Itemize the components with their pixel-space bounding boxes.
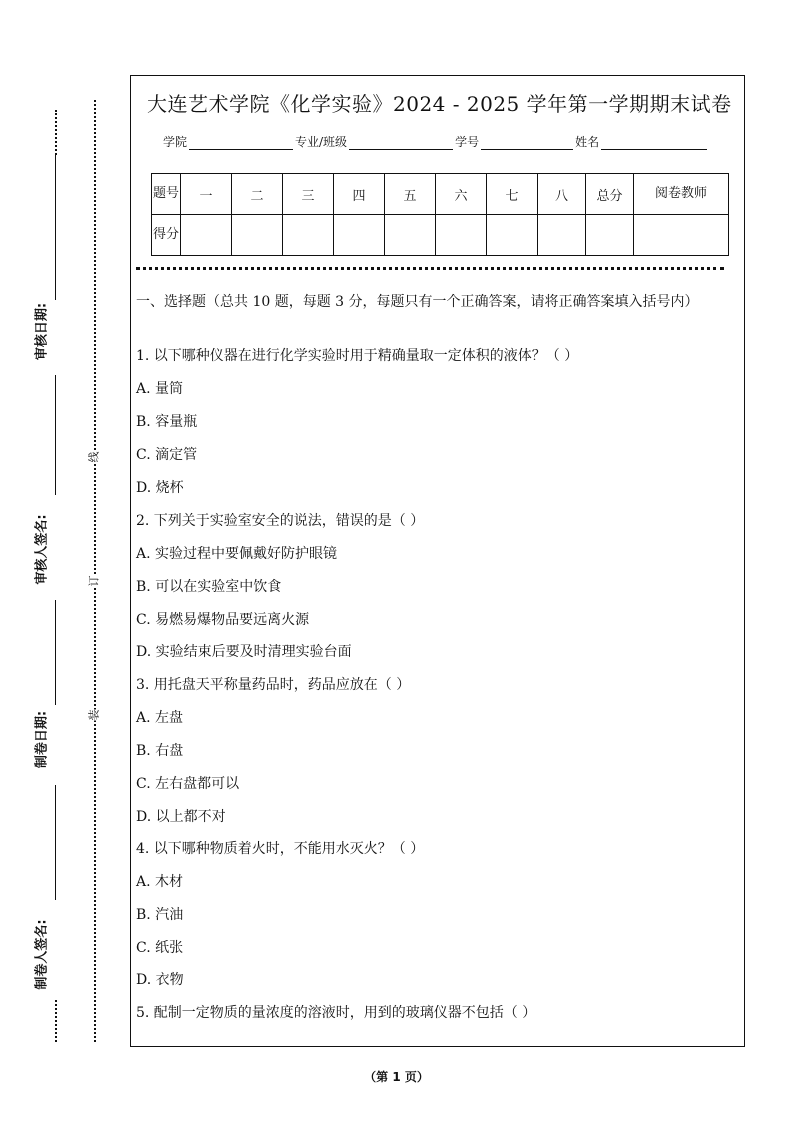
question-2-option-c: C. 易燃易爆物品要远离火源 <box>136 612 310 628</box>
col-7: 七 <box>487 174 538 215</box>
compiler-signature-label: 制卷人签名: <box>34 919 50 990</box>
question-3-stem: 3. 用托盘天平称量药品时，药品应放在（ ） <box>136 677 411 693</box>
question-1-stem: 1. 以下哪种仪器在进行化学实验时用于精确量取一定体积的液体？（ ） <box>136 348 579 364</box>
question-2-option-a: A. 实验过程中要佩戴好防护眼镜 <box>136 546 338 562</box>
score-table <box>151 173 729 256</box>
col-2: 二 <box>232 174 283 215</box>
margin-dotted-line-2 <box>55 1000 57 1042</box>
question-3-option-a: A. 左盘 <box>136 710 184 726</box>
question-2-option-d: D. 实验结束后要及时清理实验台面 <box>136 644 352 660</box>
question-4-option-a: A. 木材 <box>136 874 184 890</box>
score-table-header-row <box>152 174 729 215</box>
exam-title: 大连艺术学院《化学实验》2024 - 2025 学年第一学期期末试卷 <box>147 92 732 116</box>
score-cell-8[interactable] <box>538 215 586 256</box>
binding-char-bind: 装 <box>87 709 101 721</box>
margin-dotted-line-1 <box>55 110 57 155</box>
question-1-option-d: D. 烧杯 <box>136 480 184 496</box>
question-2-stem: 2. 下列关于实验室安全的说法，错误的是（ ） <box>136 513 425 529</box>
question-2-option-b: B. 可以在实验室中饮食 <box>136 579 282 595</box>
col-8: 八 <box>538 174 586 215</box>
col-6: 六 <box>436 174 487 215</box>
major-field[interactable] <box>349 137 453 150</box>
margin-line-2 <box>55 375 56 495</box>
score-cell-7[interactable] <box>487 215 538 256</box>
binding-dotted-line <box>94 100 96 1042</box>
score-table-score-row <box>152 215 729 256</box>
score-cell-total[interactable] <box>586 215 634 256</box>
student-info-row <box>163 133 709 150</box>
page-number: （第 1 页） <box>364 1070 429 1084</box>
margin-line-3 <box>55 600 56 705</box>
name-label: 姓名 <box>575 135 600 149</box>
score-cell-1[interactable] <box>181 215 232 256</box>
student-id-field[interactable] <box>481 137 573 150</box>
col-4: 四 <box>334 174 385 215</box>
student-id-label: 学号 <box>455 135 480 149</box>
question-3-option-d: D. 以上都不对 <box>136 809 226 825</box>
col-1: 一 <box>181 174 232 215</box>
binding-char-staple: 订 <box>87 575 101 587</box>
margin-line-4 <box>55 785 56 900</box>
question-4-option-b: B. 汽油 <box>136 907 184 923</box>
question-4-stem: 4. 以下哪种物质着火时，不能用水灭火？（ ） <box>136 841 425 857</box>
section-heading: 一、选择题（总共 10 题，每题 3 分，每题只有一个正确答案，请将正确答案填入括号内） <box>136 294 699 310</box>
question-4-option-c: C. 纸张 <box>136 940 184 956</box>
question-1-option-b: B. 容量瓶 <box>136 414 198 430</box>
question-4-option-d: D. 衣物 <box>136 972 184 988</box>
question-5-stem: 5. 配制一定物质的量浓度的溶液时，用到的玻璃仪器不包括（ ） <box>136 1005 537 1021</box>
col-grader: 阅卷教师 <box>634 174 729 215</box>
score-cell-4[interactable] <box>334 215 385 256</box>
reviewer-signature-label: 审核人签名: <box>34 514 50 585</box>
score-cell-2[interactable] <box>232 215 283 256</box>
dotted-separator <box>136 267 724 270</box>
col-3: 三 <box>283 174 334 215</box>
question-3-option-b: B. 右盘 <box>136 743 184 759</box>
binding-char-line: 线 <box>87 451 101 463</box>
question-1-option-a: A. 量筒 <box>136 381 184 397</box>
margin-line-1 <box>55 155 56 300</box>
score-cell-5[interactable] <box>385 215 436 256</box>
college-label: 学院 <box>163 135 188 149</box>
score-cell-3[interactable] <box>283 215 334 256</box>
col-5: 五 <box>385 174 436 215</box>
compile-date-label: 制卷日期: <box>34 710 50 769</box>
name-field[interactable] <box>601 137 707 150</box>
college-field[interactable] <box>189 137 293 150</box>
review-date-label: 审核日期: <box>34 302 50 361</box>
major-label: 专业/班级 <box>295 135 348 149</box>
score-cell-grader[interactable] <box>634 215 729 256</box>
col-total: 总分 <box>586 174 634 215</box>
score-cell-6[interactable] <box>436 215 487 256</box>
question-1-option-c: C. 滴定管 <box>136 447 198 463</box>
score-label-cell: 得分 <box>152 215 181 256</box>
question-3-option-c: C. 左右盘都可以 <box>136 776 240 792</box>
header-label-cell: 题号 <box>152 174 181 215</box>
